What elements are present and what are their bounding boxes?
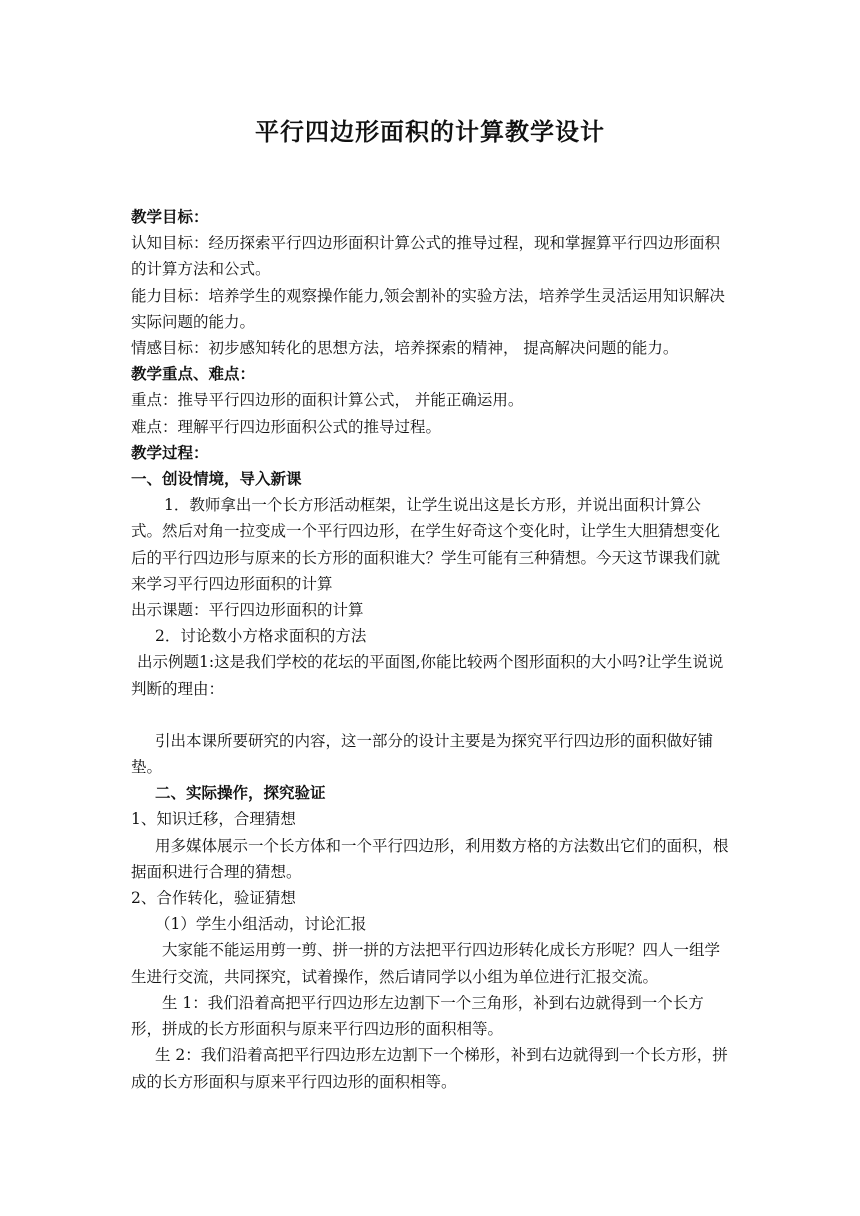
- section-1-title: 一、创设情境，导入新课: [131, 469, 302, 489]
- section-1-paragraph-1: 1．教师拿出一个长方形活动框架，让学生说出这是长方形，并说出面积计算公式。然后对角一拉变成一个平行四边形，在学生好奇这个变化时，让学生大胆猜想变化后的平行四边形与原来的长方形的面积谁大？学生可能有三种猜想。今天这节课我们就来学习平行四边形面积的计算: [131, 496, 721, 593]
- blank-space: [131, 702, 731, 728]
- paragraph-key-point: 重点：推导平行四边形的面积计算公式， 并能正确运用。: [131, 391, 524, 410]
- section-2-1-title: 1、知识迁移，合理猜想: [131, 810, 296, 829]
- document-title: 平行四边形面积的计算教学设计: [255, 117, 605, 146]
- heading-teaching-process: 教学过程：: [131, 442, 209, 462]
- section-1-topic: 出示课题：平行四边形面积的计算: [131, 601, 364, 620]
- section-2-2-title: 2、合作转化，验证猜想: [131, 889, 296, 908]
- student-2-answer: 生 2：我们沿着高把平行四边形左边割下一个梯形，补到右边就得到一个长方形，拼成的长方形面积与原来平行四边形的面积相等。: [131, 1046, 728, 1091]
- section-2-2-text: 大家能不能运用剪一剪、拼一拼的方法把平行四边形转化成长方形呢？四人一组学生进行交流，共同探究，试着操作，然后请同学以小组为单位进行汇报交流。: [131, 941, 721, 986]
- paragraph-emotion-goal: 情感目标：初步感知转化的思想方法，培养探索的精神， 提高解决问题的能力。: [131, 339, 679, 358]
- section-2-title: 二、实际操作，探究验证: [155, 783, 326, 803]
- section-2-1-text: 用多媒体展示一个长方体和一个平行四边形，利用数方格的方法数出它们的面积，根据面积进行合理的猜想。: [131, 836, 729, 881]
- heading-teaching-goals: 教学目标：: [131, 207, 209, 226]
- paragraph-cognitive-goal: 认知目标：经历探索平行四边形面积计算公式的推导过程，现和掌握算平行四边形面积的计算方法和公式。: [131, 234, 721, 279]
- document-body: [131, 204, 731, 1095]
- section-1-conclusion: 引出本课所要研究的内容，这一部分的设计主要是为探究平行四边形的面积做好铺垫。: [131, 731, 714, 777]
- paragraph-difficult-point: 难点：理解平行四边形面积公式的推导过程。: [131, 417, 442, 436]
- paragraph-ability-goal: 能力目标：培养学生的观察操作能力,领会割补的实验方法，培养学生灵活运用知识解决实际问题的能力。: [131, 286, 725, 331]
- section-1-example: 出示例题1:这是我们学校的花坛的平面图,你能比较两个图形面积的大小吗?让学生说说判断的理由：: [131, 653, 724, 698]
- student-1-answer: 生 1：我们沿着高把平行四边形左边割下一个三角形，补到右边就得到一个长方形，拼成的长方形面积与原来平行四边形的面积相等。: [131, 993, 704, 1039]
- section-2-2-subtitle: （1）学生小组活动，讨论汇报: [155, 915, 367, 934]
- section-1-paragraph-2: 2．讨论数小方格求面积的方法: [155, 627, 367, 646]
- heading-key-points: 教学重点、难点：: [131, 364, 256, 384]
